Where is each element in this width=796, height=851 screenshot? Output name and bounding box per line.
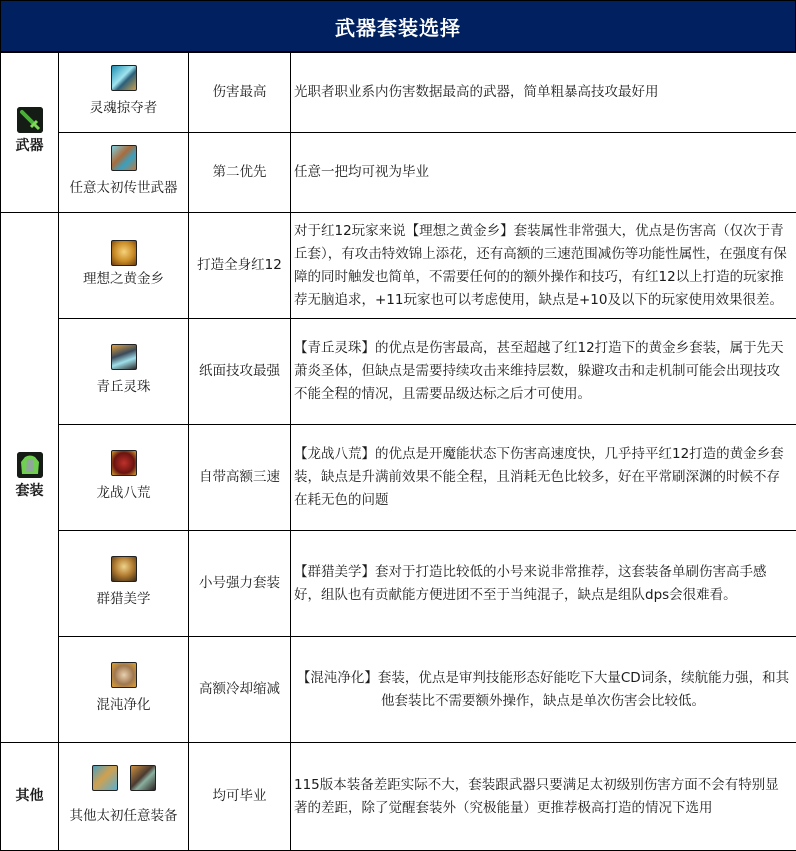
golden-armor-icon [111, 240, 137, 266]
item-description: 光职者职业系内伤害数据最高的武器，简单粗暴高技攻最好用 [291, 53, 796, 133]
qingqiu-armor-icon [111, 344, 137, 370]
item-name: 龙战八荒 [96, 485, 151, 501]
table-row [1, 319, 796, 425]
item-cell [59, 53, 189, 133]
item-name: 群猎美学 [96, 591, 151, 607]
item-name: 任意太初传世武器 [69, 180, 178, 196]
legacy-weapon-icon [111, 145, 137, 171]
item-cell [59, 319, 189, 425]
table-row [1, 531, 796, 637]
item-description: 【混沌净化】套装，优点是审判技能形态好能吃下大量CD词条，续航能力强，和其他套装比不需要额外操作，缺点是单次伤害会比较低。 [291, 637, 796, 743]
item-cell [59, 133, 189, 213]
item-note: 第二优先 [189, 133, 291, 213]
item-description: 【群猎美学】套对于打造比较低的小号来说非常推荐，这套装备单刷伤害高手感好，组队也有贡献能方便进团不至于当纯混子，缺点是组队dps会很难看。 [291, 531, 796, 637]
category-label: 武器 [15, 138, 44, 154]
item-note: 高额冷却缩减 [189, 637, 291, 743]
green-armor-icon [17, 452, 43, 478]
legacy-armor-icon [130, 765, 156, 791]
item-name: 混沌净化 [96, 697, 151, 713]
item-cell [59, 213, 189, 319]
item-description: 任意一把均可视为毕业 [291, 133, 796, 213]
item-note: 纸面技攻最强 [189, 319, 291, 425]
item-cell [59, 637, 189, 743]
item-note: 均可毕业 [189, 743, 291, 851]
legacy-accessory-icon [92, 765, 118, 791]
green-sword-icon [17, 107, 43, 133]
table-row [1, 637, 796, 743]
item-note: 打造全身红12 [189, 213, 291, 319]
item-name: 青丘灵珠 [96, 379, 151, 395]
item-cell [59, 425, 189, 531]
hunter-armor-icon [111, 556, 137, 582]
item-cell [59, 531, 189, 637]
table-row [1, 743, 796, 851]
item-note: 伤害最高 [189, 53, 291, 133]
item-name: 理想之黄金乡 [83, 271, 164, 287]
dragon-armor-icon [111, 450, 137, 476]
category-other [1, 743, 59, 851]
table-row [1, 133, 796, 213]
equipment-table [0, 52, 796, 851]
item-description: 【青丘灵珠】的优点是伤害最高，甚至超越了红12打造下的黄金乡套装，属于先天萧炎圣体，但缺点是需要持续攻击来维持层数，躲避攻击和走机制可能会出现技攻不能全程的情况，且需要品级达标之后才可使用。 [291, 319, 796, 425]
table-row [1, 53, 796, 133]
table-row [1, 425, 796, 531]
category-label: 套装 [15, 483, 44, 499]
category-label: 其他 [15, 788, 44, 804]
category-weapon [1, 53, 59, 213]
item-description: 对于红12玩家来说【理想之黄金乡】套装属性非常强大，优点是伤害高（仅次于青丘套），有攻击特效锦上添花，还有高额的三速范围减伤等功能性属性，在强度有保障的同时触发也简单，不需要任何的的额外操作和技巧，有红12以上打造的玩家推荐无脑追求，+11玩家也可以考虑使用，缺点是+10及以下的玩家使用效果很差。 [291, 213, 796, 319]
item-cell [59, 743, 189, 851]
item-description: 【龙战八荒】的优点是开魔能状态下伤害高速度快，几乎持平红12打造的黄金乡套装，缺点是升满前效果不能全程，且消耗无色比较多，好在平常刷深渊的时候不存在耗无色的问题 [291, 425, 796, 531]
page-title: 武器套装选择 [0, 0, 796, 52]
item-name: 灵魂掠夺者 [89, 100, 158, 116]
item-note: 自带高额三速 [189, 425, 291, 531]
table-row [1, 213, 796, 319]
soul-plunderer-weapon-icon [111, 65, 137, 91]
category-armor [1, 213, 59, 743]
item-description: 115版本装备差距实际不大，套装跟武器只要满足太初级别伤害方面不会有特别显著的差距，除了觉醒套装外（究极能量）更推荐极高打造的情况下选用 [291, 743, 796, 851]
item-name: 其他太初任意装备 [69, 808, 178, 824]
chaos-armor-icon [111, 662, 137, 688]
item-note: 小号强力套装 [189, 531, 291, 637]
